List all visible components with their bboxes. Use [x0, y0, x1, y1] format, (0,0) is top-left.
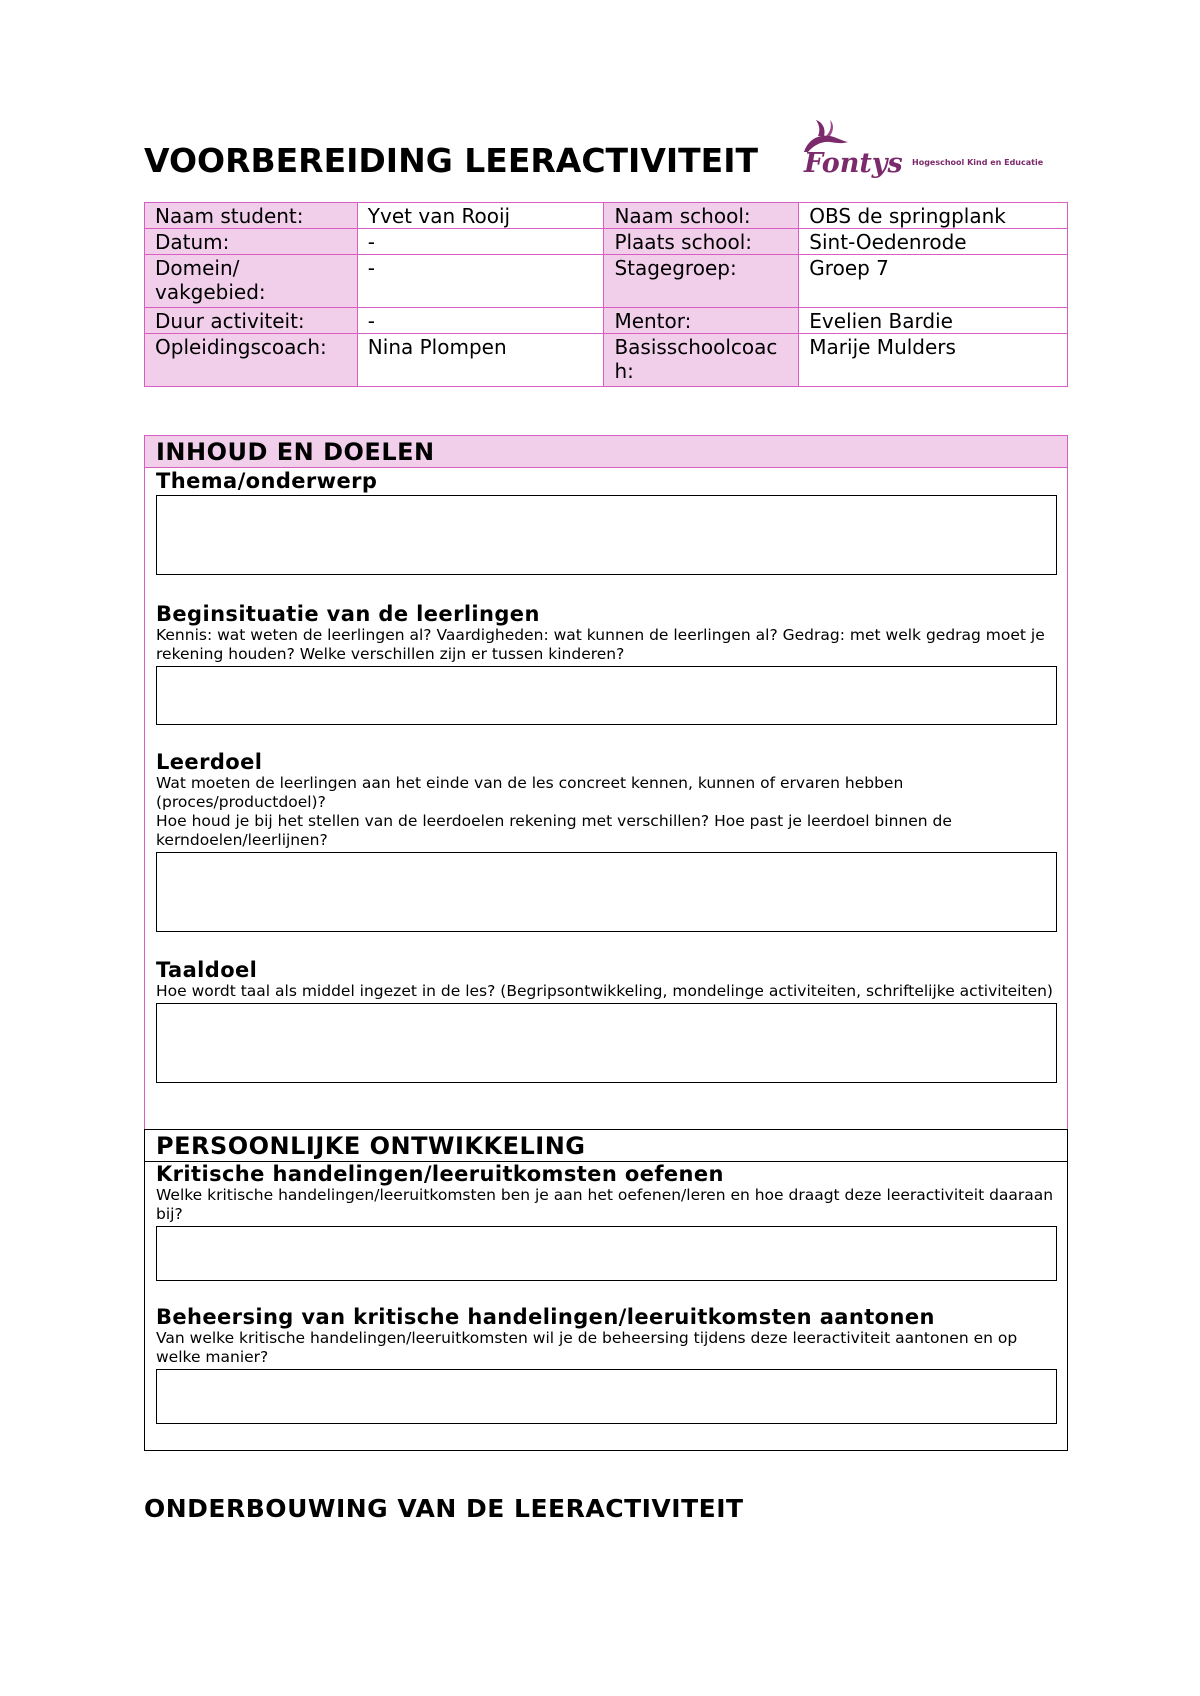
label-datum: Datum:	[145, 229, 358, 255]
table-row	[145, 203, 1068, 229]
onderbouwing-heading: ONDERBOUWING VAN DE LEERACTIVITEIT	[144, 1494, 744, 1523]
label-opleidingscoach: Opleidingscoach:	[145, 334, 358, 387]
aantonen-input[interactable]	[156, 1369, 1057, 1424]
logo-brand: Fontys	[804, 148, 903, 179]
section-inhoud-en-doelen	[144, 435, 1068, 1130]
leerdoel-input[interactable]	[156, 852, 1057, 932]
label-stagegroep: Stagegroep:	[604, 255, 799, 308]
value-naam-school[interactable]: OBS de springplank	[799, 203, 1068, 229]
logo-subtitle: Hogeschool Kind en Educatie	[912, 158, 1044, 167]
label-mentor: Mentor:	[604, 308, 799, 334]
leerdoel-description-2: Hoe houd je bij het stellen van de leerdoelen rekening met verschillen? Hoe past je leerdoel binnen de kerndoelen/leerlijnen?	[156, 812, 952, 849]
block-thema	[156, 469, 1056, 575]
oefenen-input[interactable]	[156, 1226, 1057, 1281]
label-duur-activiteit: Duur activiteit:	[145, 308, 358, 334]
block-beginsituatie	[156, 602, 1056, 725]
leerdoel-title: Leerdoel	[156, 750, 263, 774]
value-plaats-school[interactable]: Sint-Oedenrode	[799, 229, 1068, 255]
value-opleidingscoach[interactable]: Nina Plompen	[357, 334, 604, 387]
value-duur-activiteit[interactable]: -	[357, 308, 604, 334]
label-naam-school: Naam school:	[604, 203, 799, 229]
value-domein[interactable]: -	[357, 255, 604, 308]
block-taaldoel	[156, 958, 1056, 1083]
oefenen-description: Welke kritische handelingen/leeruitkomsten ben je aan het oefenen/leren en hoe draagt deze leeractiviteit daaraan bij?	[156, 1186, 1054, 1223]
section-heading: PERSOONLIJKE ONTWIKKELING	[145, 1130, 1067, 1162]
student-info-table	[144, 202, 1068, 387]
aantonen-title: Beheersing van kritische handelingen/leeruitkomsten aantonen	[156, 1305, 935, 1329]
taaldoel-input[interactable]	[156, 1003, 1057, 1083]
table-row	[145, 229, 1068, 255]
taaldoel-description: Hoe wordt taal als middel ingezet in de les? (Begripsontwikkeling, mondelinge activiteiten, schriftelijke activiteiten)	[156, 982, 1053, 1000]
aantonen-description: Van welke kritische handelingen/leeruitkomsten wil je de beheersing tijdens deze leeractiviteit aantonen en op welke manier?	[156, 1329, 1018, 1366]
label-basisschoolcoach: Basisschoolcoach:	[604, 334, 799, 387]
value-basisschoolcoach[interactable]: Marije Mulders	[799, 334, 1068, 387]
thema-input[interactable]	[156, 495, 1057, 575]
block-aantonen	[156, 1305, 1056, 1424]
table-row	[145, 308, 1068, 334]
value-mentor[interactable]: Evelien Bardie	[799, 308, 1068, 334]
value-naam-student[interactable]: Yvet van Rooij	[357, 203, 604, 229]
label-plaats-school: Plaats school:	[604, 229, 799, 255]
label-naam-student: Naam student:	[145, 203, 358, 229]
section-persoonlijke-ontwikkeling	[144, 1129, 1068, 1451]
fontys-logo	[790, 118, 1070, 188]
value-datum[interactable]: -	[357, 229, 604, 255]
table-row	[145, 334, 1068, 387]
beginsituatie-input[interactable]	[156, 666, 1057, 725]
block-leerdoel	[156, 750, 1056, 932]
oefenen-title: Kritische handelingen/leeruitkomsten oefenen	[156, 1162, 724, 1186]
beginsituatie-title: Beginsituatie van de leerlingen	[156, 602, 540, 626]
table-row	[145, 255, 1068, 308]
block-oefenen	[156, 1162, 1056, 1281]
beginsituatie-description: Kennis: wat weten de leerlingen al? Vaardigheden: wat kunnen de leerlingen al? Gedrag: met welk gedrag moet je rekening houden? Welke verschillen zijn er tussen kinderen?	[156, 626, 1045, 663]
label-domein: Domein/ vakgebied:	[145, 255, 358, 308]
section-heading: INHOUD EN DOELEN	[145, 436, 1067, 468]
page-title: VOORBEREIDING LEERACTIVITEIT	[144, 141, 758, 180]
taaldoel-title: Taaldoel	[156, 958, 258, 982]
leerdoel-description-1: Wat moeten de leerlingen aan het einde van de les concreet kennen, kunnen of ervaren hebben (proces/productdoel)?	[156, 774, 904, 811]
value-stagegroep[interactable]: Groep 7	[799, 255, 1068, 308]
thema-title: Thema/onderwerp	[156, 469, 378, 493]
